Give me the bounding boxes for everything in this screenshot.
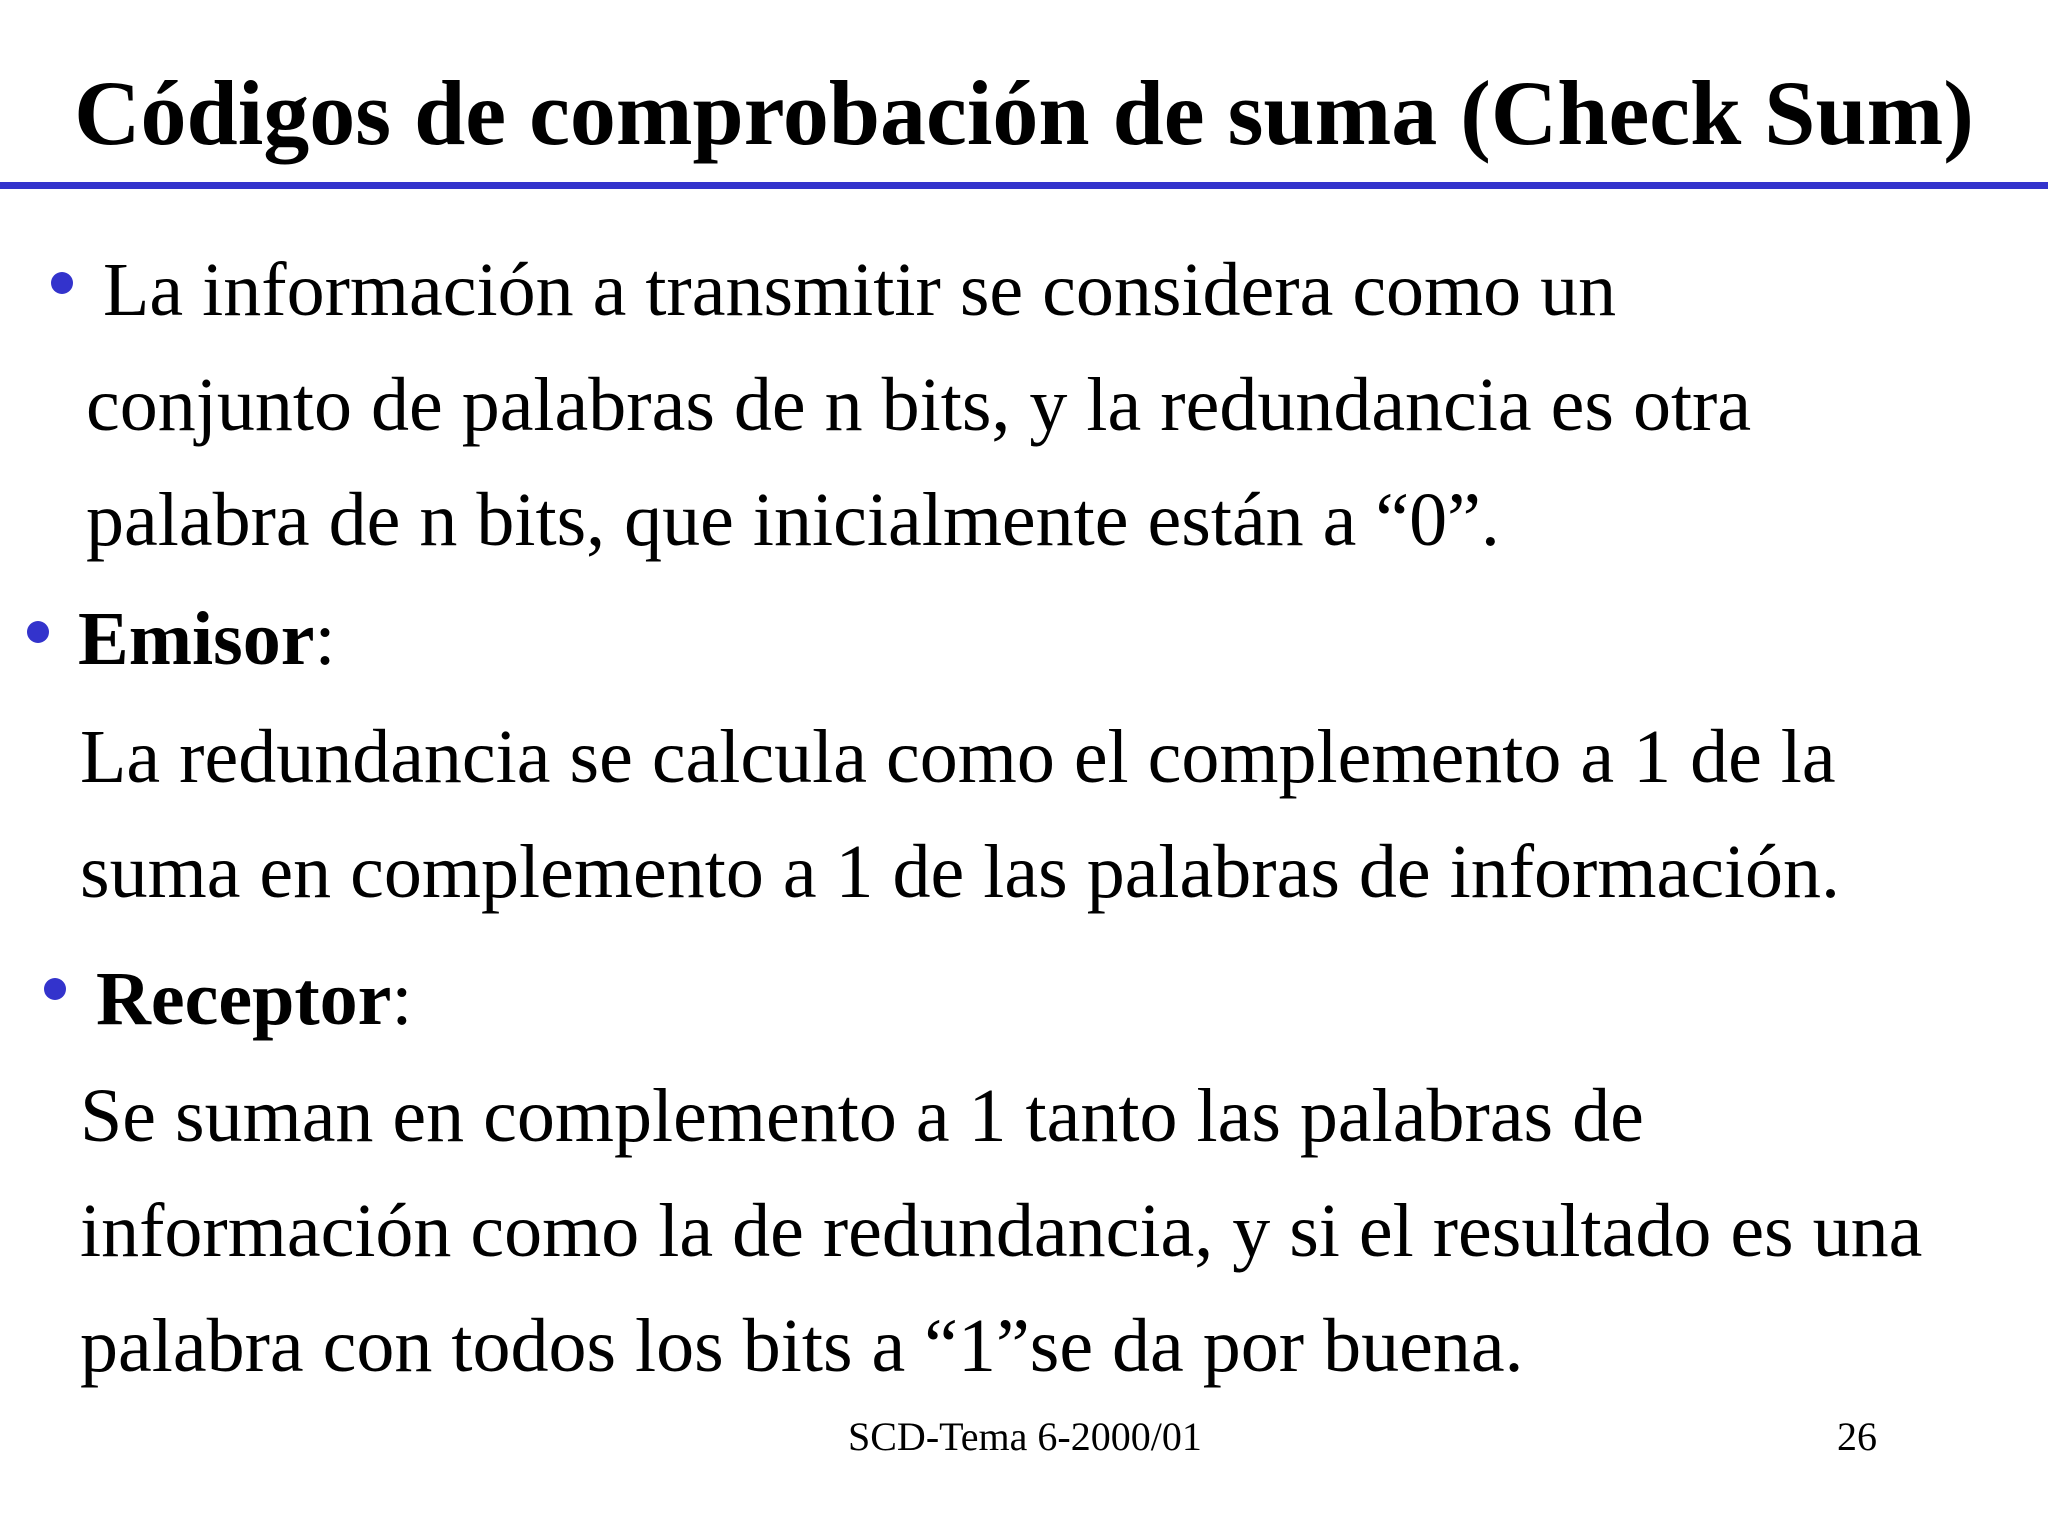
bullet-1-line-2: conjunto de palabras de n bits, y la redundancia es otra [86,363,1752,447]
receptor-heading: Receptor [96,957,392,1041]
bullet-1-dot [51,272,73,294]
emisor-colon: : [314,597,336,681]
bullet-2-line-2: suma en complemento a 1 de las palabras de información. [80,830,1841,914]
bullet-3-line-2: información como la de redundancia, y si el resultado es una [80,1189,1923,1273]
bullet-3-dot [44,978,66,1000]
bullet-3-line-1: Se suman en complemento a 1 tanto las palabras de [80,1074,1644,1158]
bullet-2-heading [78,594,336,684]
bullet-3-heading [96,954,413,1044]
bullet-1-line-3: palabra de n bits, que inicialmente están a “0”. [86,478,1500,562]
slide-title: Códigos de comprobación de suma (Check Sum) [74,62,1974,164]
bullet-3-line-3: palabra con todos los bits a “1”se da por buena. [80,1304,1524,1388]
footer-page-number: 26 [1837,1414,1877,1459]
bullet-1-line-1: La información a transmitir se considera como un [103,248,1617,332]
bullet-2-dot [27,621,49,643]
emisor-heading: Emisor [78,597,315,681]
title-underline [0,182,2048,189]
bullet-2-line-1: La redundancia se calcula como el complemento a 1 de la [80,715,1836,799]
footer-course-label: SCD-Tema 6-2000/01 [848,1414,1202,1459]
receptor-colon: : [391,957,413,1041]
